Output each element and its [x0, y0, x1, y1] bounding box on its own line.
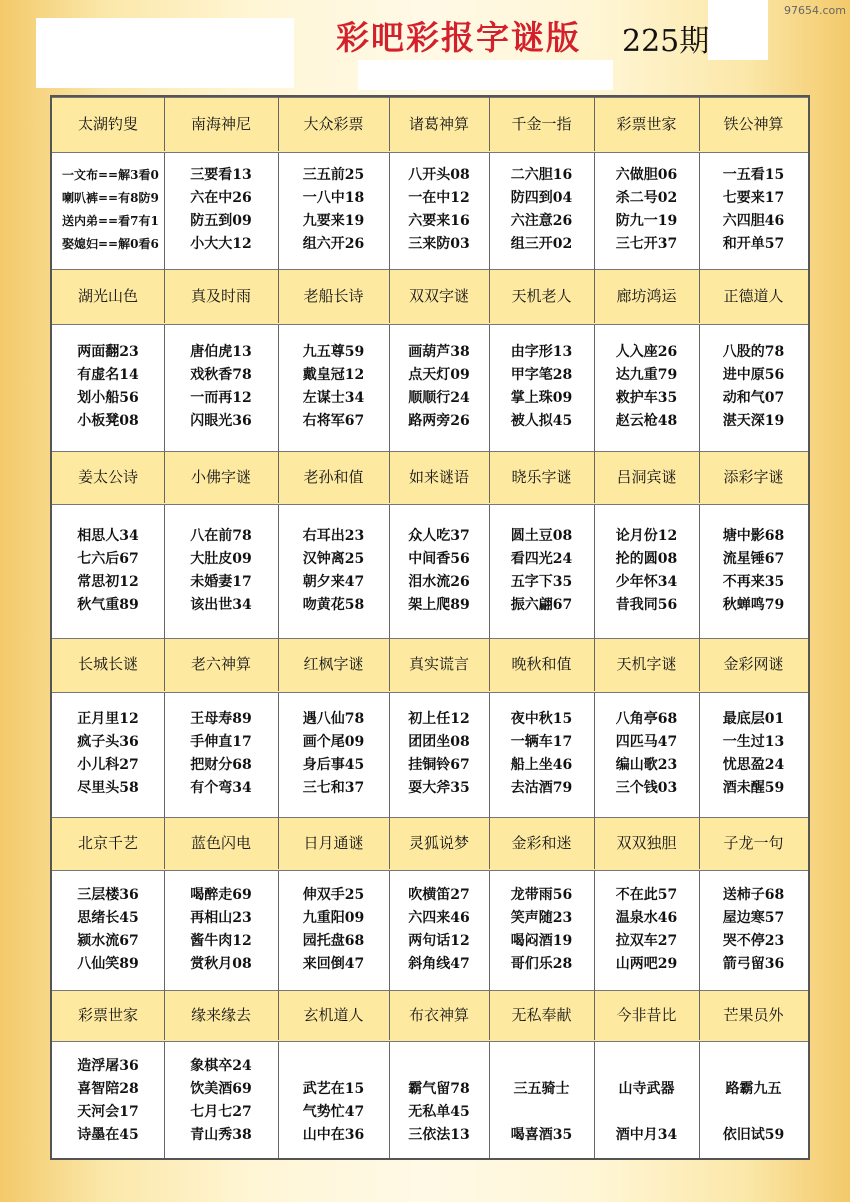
riddle-line: 尽里头58 — [77, 780, 139, 796]
riddle-cell — [62, 164, 164, 256]
riddle-line: 秋蝉鸣79 — [722, 596, 785, 613]
riddle-line: 戴皇冠12 — [302, 367, 365, 383]
riddle-cell — [164, 341, 278, 433]
riddle-line: 三五前25 — [302, 167, 365, 183]
riddle-line: 六四胆46 — [722, 213, 785, 229]
riddle-line: 武艺在15 — [302, 1081, 365, 1097]
riddle-cell — [699, 1055, 808, 1147]
riddle-line: 塘中影68 — [722, 527, 785, 544]
riddle-line: 右耳出23 — [302, 527, 365, 544]
riddle-line: 论月份12 — [615, 527, 678, 544]
column-header: 彩票世家 — [77, 1006, 138, 1024]
riddle-cell — [278, 164, 389, 256]
riddle-line: 三个钱03 — [615, 780, 678, 796]
riddle-line: 八开头08 — [408, 167, 470, 183]
riddle-line: 斜角线47 — [408, 955, 470, 972]
riddle-cell — [489, 341, 594, 433]
column-header: 长城长谜 — [77, 655, 138, 673]
riddle-line: 看四光24 — [510, 550, 573, 567]
column-header: 晚秋和值 — [511, 655, 572, 673]
riddle-line: 唐伯虎13 — [190, 344, 252, 360]
riddle-line: 昔我同56 — [615, 596, 678, 613]
riddle-line: 戏秋香78 — [190, 367, 252, 383]
riddle-table — [50, 95, 810, 1160]
riddle-line: 赵云枪48 — [615, 413, 678, 429]
riddle-line: 八仙笑89 — [77, 955, 139, 972]
riddle-line: 笑声随23 — [510, 909, 573, 926]
riddle-line: 六做胆06 — [615, 167, 678, 183]
riddle-line: 酒中月34 — [615, 1127, 678, 1143]
riddle-line — [699, 1055, 808, 1078]
riddle-line: 酱牛肉12 — [190, 932, 252, 949]
column-header: 今非昔比 — [616, 1006, 677, 1024]
riddle-line: 点天灯09 — [408, 367, 470, 383]
column-header: 红枫字谜 — [303, 655, 364, 673]
riddle-line: 七六后67 — [77, 550, 139, 567]
riddle-cell — [699, 341, 808, 433]
riddle-line: 朝夕来47 — [302, 573, 365, 590]
riddle-line: 众人吃37 — [408, 527, 470, 544]
riddle-line: 中间香56 — [408, 550, 470, 567]
column-header: 子龙一句 — [723, 834, 784, 852]
riddle-line: 疯子头36 — [77, 734, 139, 750]
riddle-line: 天河会17 — [77, 1104, 139, 1120]
riddle-line: 六要来16 — [408, 213, 470, 229]
top-left-blank — [36, 18, 294, 88]
column-header: 天机老人 — [511, 287, 572, 305]
column-header: 真实谎言 — [408, 655, 469, 673]
riddle-line: 六四来46 — [408, 909, 470, 926]
riddle-line: 吹横笛27 — [408, 886, 470, 903]
riddle-cell — [278, 708, 389, 800]
riddle-line: 三来防03 — [408, 236, 470, 252]
riddle-line: 路两旁26 — [408, 413, 470, 429]
riddle-line: 两句话12 — [408, 932, 470, 949]
riddle-line: 一八中18 — [302, 190, 365, 206]
riddle-line: 不再来35 — [722, 573, 785, 590]
column-header: 玄机道人 — [303, 1006, 364, 1024]
riddle-cell — [52, 341, 164, 433]
column-header: 姜太公诗 — [77, 468, 138, 486]
riddle-line: 圆土豆08 — [510, 527, 573, 544]
riddle-cell — [164, 708, 278, 800]
riddle-line: 九重阳09 — [302, 909, 365, 926]
riddle-cell — [164, 884, 278, 976]
riddle-line: 哥们乐28 — [510, 955, 573, 972]
riddle-line: 防五到09 — [190, 213, 252, 229]
riddle-line — [489, 1055, 594, 1078]
riddle-cell — [699, 708, 808, 800]
riddle-line: 小儿科27 — [77, 757, 139, 773]
riddle-line: 正月里12 — [77, 711, 139, 727]
riddle-line: 温泉水46 — [615, 909, 678, 926]
riddle-line — [594, 1101, 699, 1124]
riddle-line: 八在前78 — [190, 527, 252, 544]
riddle-line: 由字形13 — [510, 344, 573, 360]
riddle-line: 救护车35 — [615, 390, 678, 406]
riddle-cell — [594, 708, 699, 800]
riddle-line: 屋边寒57 — [722, 909, 785, 926]
riddle-line: 进中原56 — [722, 367, 785, 383]
riddle-line: 三要看13 — [190, 167, 252, 183]
riddle-line — [389, 1055, 489, 1078]
riddle-line: 顺顺行24 — [408, 390, 470, 406]
riddle-line: 一而再12 — [190, 390, 252, 406]
column-header: 铁公神算 — [723, 115, 784, 133]
riddle-line: 三依法13 — [408, 1127, 470, 1143]
riddle-line: 达九重79 — [615, 367, 678, 383]
riddle-line: 六注意26 — [510, 213, 573, 229]
column-header: 金彩和迷 — [511, 834, 572, 852]
riddle-line: 右将军67 — [302, 413, 365, 429]
riddle-line: 有个弯34 — [190, 780, 252, 796]
riddle-line: 抡的圆08 — [615, 550, 678, 567]
riddle-line: 闪眼光36 — [190, 413, 252, 429]
riddle-cell — [594, 525, 699, 617]
riddle-cell — [489, 1055, 594, 1147]
riddle-line: 喝喜酒35 — [510, 1127, 573, 1143]
riddle-line: 八股的78 — [722, 344, 785, 360]
column-header: 金彩网谜 — [723, 655, 784, 673]
riddle-cell — [389, 164, 489, 256]
riddle-line: 七月七27 — [190, 1104, 252, 1120]
column-header: 大众彩票 — [303, 115, 364, 133]
riddle-line: 船上坐46 — [510, 757, 573, 773]
column-header: 南海神尼 — [190, 115, 251, 133]
riddle-line: 一辆车17 — [510, 734, 573, 750]
riddle-line: 一生过13 — [722, 734, 785, 750]
column-header: 千金一指 — [511, 115, 572, 133]
riddle-line: 画个尾09 — [302, 734, 365, 750]
riddle-line: 龙带雨56 — [510, 886, 573, 903]
column-header: 老船长诗 — [303, 287, 364, 305]
riddle-line: 三七和37 — [302, 780, 365, 796]
riddle-cell — [52, 525, 164, 617]
column-header: 蓝色闪电 — [190, 834, 251, 852]
riddle-cell — [389, 341, 489, 433]
riddle-line: 园托盘68 — [302, 932, 365, 949]
riddle-line: 娶媳妇==解0看6 — [62, 237, 159, 251]
riddle-line: 把财分68 — [190, 757, 252, 773]
riddle-cell — [699, 164, 808, 256]
riddle-cell — [699, 884, 808, 976]
riddle-line: 四匹马47 — [615, 734, 678, 750]
riddle-cell — [278, 1055, 389, 1147]
riddle-line: 左谋士34 — [302, 390, 365, 406]
riddle-line: 山中在36 — [302, 1127, 365, 1143]
riddle-line: 伸双手25 — [302, 886, 365, 903]
riddle-line — [699, 1101, 808, 1124]
riddle-cell — [489, 525, 594, 617]
riddle-line: 拉双车27 — [615, 932, 678, 949]
riddle-line — [594, 1055, 699, 1078]
column-header: 日月通谜 — [303, 834, 364, 852]
column-header: 芒果员外 — [723, 1006, 784, 1024]
column-header: 太湖钓叟 — [77, 115, 138, 133]
riddle-line: 架上爬89 — [408, 596, 470, 613]
column-header: 老六神算 — [190, 655, 251, 673]
riddle-cell — [389, 1055, 489, 1147]
riddle-line: 振六翩67 — [510, 596, 573, 613]
riddle-line: 泪水流26 — [408, 573, 470, 590]
riddle-line: 诗墨在45 — [77, 1127, 139, 1143]
riddle-line: 思绪长45 — [77, 909, 139, 926]
column-header: 北京千艺 — [77, 834, 138, 852]
riddle-line: 一五看15 — [722, 167, 785, 183]
column-header: 缘来缘去 — [190, 1006, 251, 1024]
riddle-line: 湛天深19 — [722, 413, 785, 429]
column-header: 添彩字谜 — [723, 468, 784, 486]
riddle-line: 忧思盈24 — [722, 757, 785, 773]
riddle-line: 山两吧29 — [615, 955, 678, 972]
riddle-line: 九要来19 — [302, 213, 365, 229]
riddle-line: 青山秀38 — [190, 1127, 252, 1143]
column-header: 吕洞宾谜 — [616, 468, 677, 486]
riddle-line: 依旧试59 — [722, 1127, 785, 1143]
riddle-line: 人入座26 — [615, 344, 678, 360]
riddle-line: 一在中12 — [408, 190, 470, 206]
riddle-line: 甲字笔28 — [510, 367, 573, 383]
riddle-line: 三层楼36 — [77, 886, 139, 903]
riddle-line: 掌上珠09 — [510, 390, 573, 406]
riddle-line: 象棋卒24 — [190, 1058, 252, 1074]
column-header: 双双独胆 — [616, 834, 677, 852]
riddle-line: 酒未醒59 — [722, 780, 785, 796]
riddle-line: 吻黄花58 — [302, 596, 365, 613]
column-header: 布衣神算 — [408, 1006, 469, 1024]
column-header: 灵狐说梦 — [408, 834, 469, 852]
riddle-line: 少年怀34 — [615, 573, 678, 590]
riddle-line: 被人拟45 — [510, 413, 573, 429]
riddle-line: 喇叭裤==有8防9 — [62, 191, 159, 205]
column-header: 廊坊鸿运 — [616, 287, 677, 305]
riddle-line — [278, 1055, 389, 1078]
riddle-line: 两面翻23 — [77, 344, 139, 360]
riddle-line: 动和气07 — [722, 390, 785, 406]
column-header: 正德道人 — [723, 287, 784, 305]
riddle-cell — [389, 708, 489, 800]
riddle-line: 颍水流67 — [77, 932, 139, 949]
riddle-line: 不在此57 — [615, 886, 678, 903]
column-header: 诸葛神算 — [408, 115, 469, 133]
riddle-line: 再相山23 — [190, 909, 252, 926]
riddle-line: 流星锤67 — [722, 550, 785, 567]
riddle-line: 送柿子68 — [722, 886, 785, 903]
riddle-line: 和开单57 — [722, 236, 785, 252]
riddle-cell — [489, 164, 594, 256]
riddle-cell — [278, 884, 389, 976]
riddle-cell — [278, 525, 389, 617]
riddle-cell — [594, 164, 699, 256]
riddle-line: 防九一19 — [615, 213, 678, 229]
riddle-line: 汉钟离25 — [302, 550, 365, 567]
riddle-line: 最底层01 — [722, 711, 785, 727]
riddle-line: 无私单45 — [408, 1104, 470, 1120]
riddle-line: 箭弓留36 — [722, 955, 785, 972]
riddle-line: 编山歌23 — [615, 757, 678, 773]
column-header: 真及时雨 — [190, 287, 251, 305]
column-header: 小佛字谜 — [190, 468, 251, 486]
riddle-line: 初上任12 — [408, 711, 470, 727]
riddle-line: 五字下35 — [510, 573, 573, 590]
riddle-cell — [164, 1055, 278, 1147]
riddle-line: 喝醉走69 — [190, 886, 252, 903]
riddle-cell — [489, 708, 594, 800]
riddle-cell — [594, 884, 699, 976]
riddle-line: 小板凳08 — [77, 413, 139, 429]
riddle-line: 相思人34 — [77, 527, 139, 544]
site-watermark: 97654.com — [784, 4, 846, 17]
riddle-line: 常思初12 — [77, 573, 139, 590]
riddle-line: 山寺武器 — [618, 1081, 675, 1097]
riddle-cell — [278, 341, 389, 433]
riddle-line: 一文布==解3看0 — [62, 168, 159, 182]
riddle-line: 哭不停23 — [722, 932, 785, 949]
riddle-line: 未婚妻17 — [190, 573, 252, 590]
riddle-line: 小大大12 — [190, 236, 252, 252]
riddle-line: 赏秋月08 — [190, 955, 252, 972]
riddle-line: 八角亭68 — [615, 711, 678, 727]
riddle-line: 防四到04 — [510, 190, 573, 206]
riddle-line: 来回倒47 — [302, 955, 365, 972]
column-header: 晓乐字谜 — [511, 468, 572, 486]
column-header: 老孙和值 — [303, 468, 364, 486]
riddle-cell — [699, 525, 808, 617]
top-right-blank — [708, 0, 768, 60]
riddle-line: 组三开02 — [510, 236, 573, 252]
riddle-line: 喜智陪28 — [77, 1081, 139, 1097]
riddle-line: 路霸九五 — [725, 1081, 782, 1097]
riddle-line: 去沽酒79 — [510, 780, 573, 796]
riddle-cell — [594, 341, 699, 433]
riddle-line: 挂铜铃67 — [408, 757, 470, 773]
riddle-line: 画葫芦38 — [408, 344, 470, 360]
column-header: 双双字谜 — [408, 287, 469, 305]
riddle-cell — [52, 884, 164, 976]
riddle-line: 遇八仙78 — [302, 711, 365, 727]
riddle-line: 杀二号02 — [615, 190, 678, 206]
riddle-line: 九五尊59 — [302, 344, 365, 360]
riddle-line: 六在中26 — [190, 190, 252, 206]
riddle-line: 造浮屠36 — [77, 1058, 139, 1074]
riddle-line: 二六胆16 — [510, 167, 573, 183]
column-header: 如来谜语 — [408, 468, 469, 486]
riddle-line: 王母寿89 — [190, 711, 252, 727]
riddle-line: 有虚名14 — [77, 367, 139, 383]
riddle-line: 霸气留78 — [408, 1081, 470, 1097]
riddle-line: 组六开26 — [302, 236, 365, 252]
riddle-line: 七要来17 — [722, 190, 785, 206]
riddle-cell — [389, 525, 489, 617]
riddle-line: 夜中秋15 — [510, 711, 573, 727]
riddle-line: 喝闷酒19 — [510, 932, 573, 949]
riddle-line: 秋气重89 — [77, 596, 139, 613]
riddle-cell — [164, 525, 278, 617]
riddle-line: 划小船56 — [77, 390, 139, 406]
column-header: 湖光山色 — [77, 287, 138, 305]
riddle-cell — [389, 884, 489, 976]
column-header: 彩票世家 — [616, 115, 677, 133]
riddle-line: 三七开37 — [615, 236, 678, 252]
riddle-line — [489, 1101, 594, 1124]
riddle-line: 大肚皮09 — [190, 550, 252, 567]
riddle-cell — [489, 884, 594, 976]
issue-number: 225期 — [622, 24, 710, 59]
riddle-cell — [164, 164, 278, 256]
page-title: 彩吧彩报字谜版 — [336, 18, 581, 57]
riddle-line: 手伸直17 — [190, 734, 252, 750]
riddle-line: 饮美酒69 — [190, 1081, 252, 1097]
riddle-line: 送内弟==看7有1 — [62, 214, 159, 228]
riddle-line: 耍大斧35 — [408, 780, 470, 796]
column-header: 天机字谜 — [616, 655, 677, 673]
top-center-blank — [358, 60, 613, 90]
riddle-line: 身后事45 — [302, 757, 365, 773]
riddle-line: 气势忙47 — [302, 1104, 365, 1120]
riddle-cell — [594, 1055, 699, 1147]
riddle-cell — [52, 1055, 164, 1147]
riddle-line: 团团坐08 — [408, 734, 470, 750]
riddle-cell — [52, 708, 164, 800]
column-header: 无私奉献 — [511, 1006, 572, 1024]
riddle-line: 三五骑士 — [513, 1081, 570, 1097]
riddle-line: 该出世34 — [190, 596, 252, 613]
